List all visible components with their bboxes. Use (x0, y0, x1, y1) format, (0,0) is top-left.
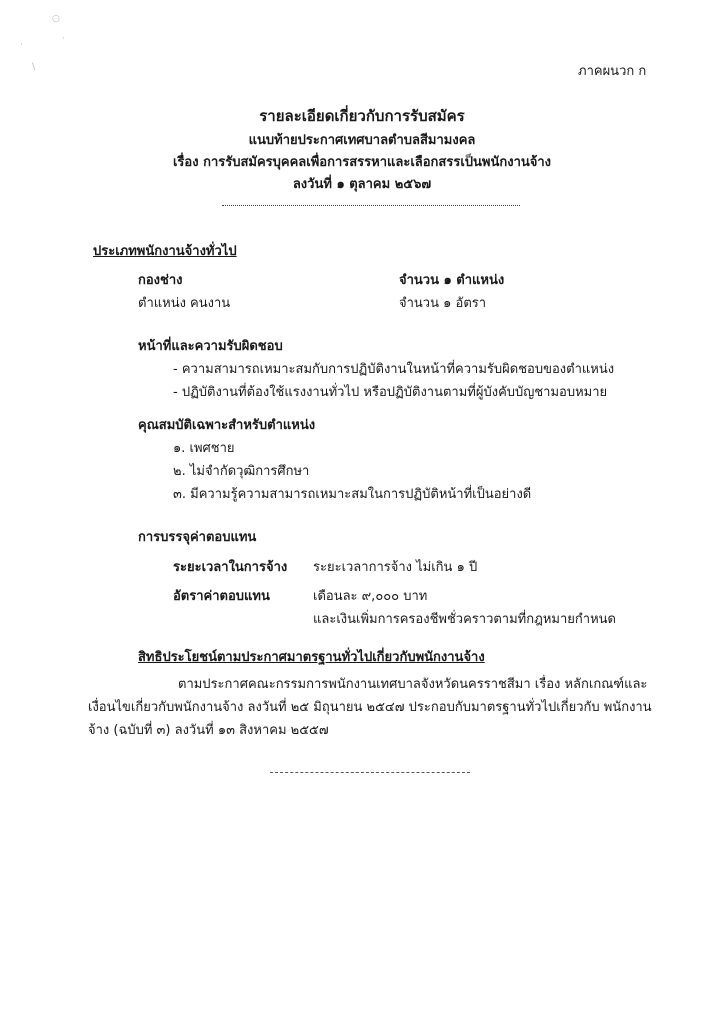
position-count: จำนวน ๑ ตำแหน่ง (399, 273, 505, 288)
benefits-paragraph (88, 673, 653, 742)
closing-divider (270, 772, 470, 773)
qualification-item: ๓. มีความรู้ความสามารถเหมาะสมในการปฏิบัติหน้าที่เป็นอย่างดี (173, 487, 532, 502)
benefits-heading: สิทธิประโยชน์ตามประกาศมาตรฐานทั่วไปเกี่ยวกับพนักงานจ้าง (138, 650, 485, 665)
rate-value: เดือนละ ๙,๐๐๐ บาท (313, 589, 428, 604)
rate-label: อัตราค่าตอบแทน (173, 589, 270, 604)
duty-item: - ปฏิบัติงานที่ต้องใช้แรงงานทั่วไป หรือปฏิบัติงานตามที่ผู้บังคับบัญชามอบหมาย (173, 385, 608, 400)
scan-mark: ○ (52, 14, 60, 24)
qualification-item: ๒. ไม่จำกัดวุฒิการศึกษา (173, 464, 310, 479)
rate-extra: และเงินเพิ่มการครองชีพชั่วคราวตามที่กฎหมายกำหนด (313, 612, 616, 627)
period-label: ระยะเวลาในการจ้าง (173, 560, 288, 575)
benefits-text: ตามประกาศคณะกรรมการพนักงานเทศบาลจังหวัดนครราชสีมา เรื่อง หลักเกณฑ์และเงื่อนไขเกี่ยวกับพนักงานจ้าง ลงวันที่ ๒๕ มิถุนายน ๒๕๔๗ ประกอบกับมาตรฐานทั่วไปเกี่ยวกับ พนักงานจ้าง (ฉบับที่ ๓) ลงวันที่ ๑๓ สิงหาคม ๒๕๕๗ (88, 677, 652, 738)
period-value: ระยะเวลาการจ้าง ไม่เกิน ๑ ปี (313, 560, 478, 575)
compensation-heading: การบรรจุค่าตอบแทน (138, 530, 257, 545)
subject-line: เรื่อง การรับสมัครบุคคลเพื่อการสรรหาและเลือกสรรเป็นพนักงานจ้าง (172, 155, 552, 170)
position-rate: จำนวน ๑ อัตรา (399, 296, 487, 311)
position-name: ตำแหน่ง คนงาน (138, 296, 231, 311)
qualifications-heading: คุณสมบัติเฉพาะสำหรับตำแหน่ง (138, 418, 316, 433)
duty-item: - ความสามารถเหมาะสมกับการปฏิบัติงานในหน้าที่ความรับผิดชอบของตำแหน่ง (173, 362, 615, 377)
duties-heading: หน้าที่และความรับผิดชอบ (138, 339, 283, 354)
section-title: ประเภทพนักงานจ้างทั่วไป (93, 244, 237, 259)
document-title: รายละเอียดเกี่ยวกับการรับสมัคร (259, 107, 465, 125)
date-line: ลงวันที่ ๑ ตุลาคม ๒๕๖๗ (292, 177, 432, 192)
qualification-item: ๑. เพศชาย (173, 441, 235, 456)
scan-mark: \ (32, 62, 36, 72)
dotted-divider (222, 205, 520, 206)
annex-label: ภาคผนวก ก (578, 64, 647, 79)
scan-mark: · (62, 34, 65, 44)
division-name: กองช่าง (138, 273, 183, 288)
scan-mark: · (20, 40, 23, 50)
announcement-line: แนบท้ายประกาศเทศบาลตำบลสีมามงคล (248, 133, 476, 148)
